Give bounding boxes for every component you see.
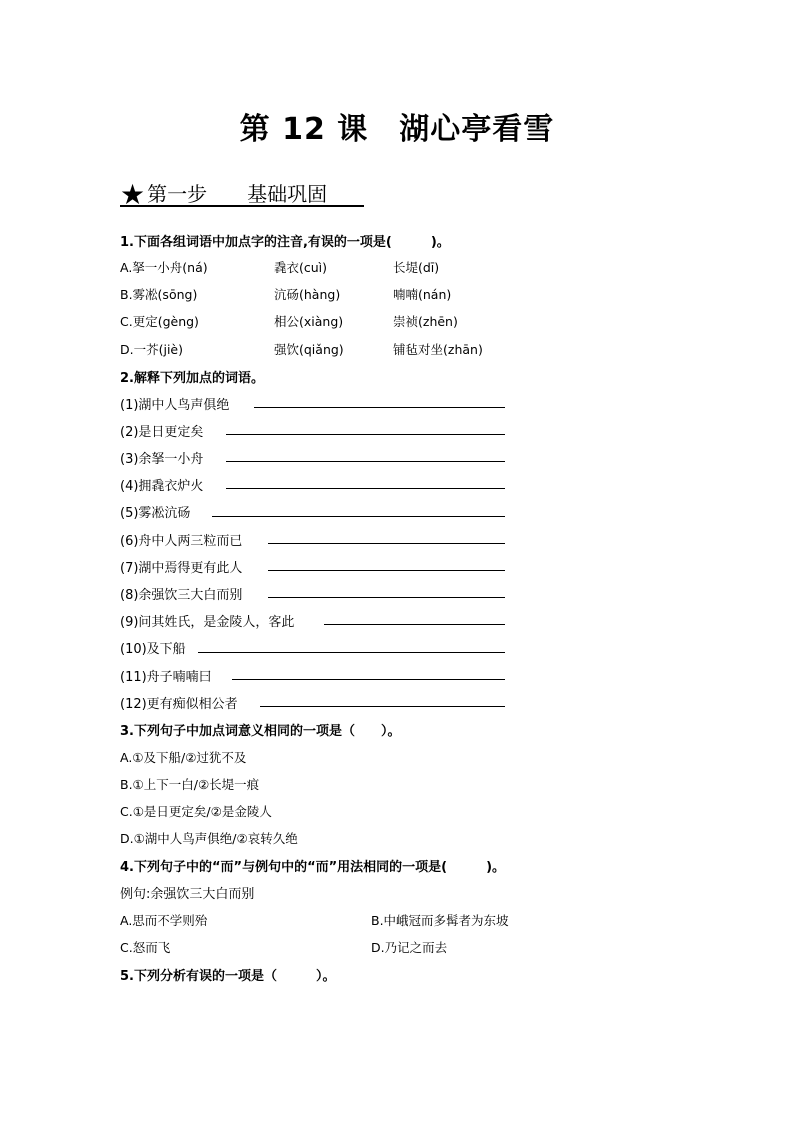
q2-item-2: (2)是日更定矣	[120, 425, 204, 440]
answer-line[interactable]	[226, 461, 505, 462]
q1-option-a-3: 长堤(dī)	[393, 260, 440, 275]
page-title: 第 12 课 湖心亭看雪	[239, 112, 555, 147]
q1-option-c-2: 相公(xiàng)	[274, 314, 344, 329]
q2-item-3: (3)余拏一小舟	[120, 452, 204, 467]
q1-option-a-1: A.拏一小舟(ná)	[120, 260, 208, 275]
q1-option-d-3: 铺毡对坐(zhān)	[393, 342, 483, 357]
q2-item-12: (12)更有痴似相公者	[120, 697, 238, 712]
answer-line[interactable]	[226, 488, 505, 489]
answer-line[interactable]	[226, 434, 505, 435]
q1-option-c-3: 崇祯(zhēn)	[393, 314, 458, 329]
answer-line[interactable]	[254, 407, 505, 408]
star-icon: ★	[120, 178, 146, 211]
question-5-stem: 5.下列分析有误的一项是（ ）。	[120, 969, 336, 984]
step-sub-label: 基础巩固	[247, 182, 328, 206]
question-3-stem: 3.下列句子中加点词意义相同的一项是（ ）。	[120, 724, 401, 739]
q1-option-d-2: 强饮(qiǎng)	[274, 342, 344, 357]
step-label: 第一步	[147, 182, 208, 206]
question-1-stem: 1.下面各组词语中加点字的注音,有误的一项是( )。	[120, 235, 450, 250]
answer-line[interactable]	[198, 652, 505, 653]
q3-option-b: B.①上下一白/②长堤一痕	[120, 777, 260, 792]
answer-line[interactable]	[260, 706, 505, 707]
q2-item-7: (7)湖中焉得更有此人	[120, 561, 243, 576]
question-4-stem: 4.下列句子中的“而”与例句中的“而”用法相同的一项是( )。	[120, 860, 506, 875]
answer-line[interactable]	[324, 624, 505, 625]
q4-example: 例句:余强饮三大白而别	[120, 887, 255, 902]
question-2-stem: 2.解释下列加点的词语。	[120, 371, 264, 386]
q1-option-c-1: C.更定(gèng)	[120, 314, 199, 329]
q3-option-a: A.①及下船/②过犹不及	[120, 750, 247, 765]
section-underline	[120, 205, 364, 207]
q2-item-6: (6)舟中人两三粒而已	[120, 534, 243, 549]
q3-option-d: D.①湖中人鸟声俱绝/②哀转久绝	[120, 831, 298, 846]
q1-option-d-1: D.一芥(jiè)	[120, 342, 183, 357]
q1-option-a-2: 毳衣(cuì)	[274, 260, 328, 275]
q4-option-b: B.中峨冠而多髯者为东坡	[371, 913, 509, 928]
answer-line[interactable]	[268, 570, 505, 571]
q2-item-11: (11)舟子喃喃曰	[120, 670, 212, 685]
q3-option-c: C.①是日更定矣/②是金陵人	[120, 804, 272, 819]
answer-line[interactable]	[212, 516, 505, 517]
q2-item-10: (10)及下船	[120, 642, 186, 657]
q1-option-b-3: 喃喃(nán)	[393, 287, 452, 302]
q2-item-4: (4)拥毳衣炉火	[120, 479, 204, 494]
q4-option-d: D.乃记之而去	[371, 940, 448, 955]
q1-option-b-1: B.雾凇(sōng)	[120, 287, 198, 302]
q1-option-b-2: 沆砀(hàng)	[274, 287, 341, 302]
answer-line[interactable]	[232, 679, 505, 680]
answer-line[interactable]	[268, 543, 505, 544]
q2-item-9: (9)问其姓氏，是金陵人，客此	[120, 615, 295, 630]
q2-item-1: (1)湖中人鸟声俱绝	[120, 398, 230, 413]
q4-option-a: A.思而不学则殆	[120, 913, 208, 928]
q4-option-c: C.怒而飞	[120, 940, 171, 955]
answer-line[interactable]	[268, 597, 505, 598]
q2-item-8: (8)余强饮三大白而别	[120, 588, 243, 603]
q2-item-5: (5)雾凇沆砀	[120, 506, 191, 521]
